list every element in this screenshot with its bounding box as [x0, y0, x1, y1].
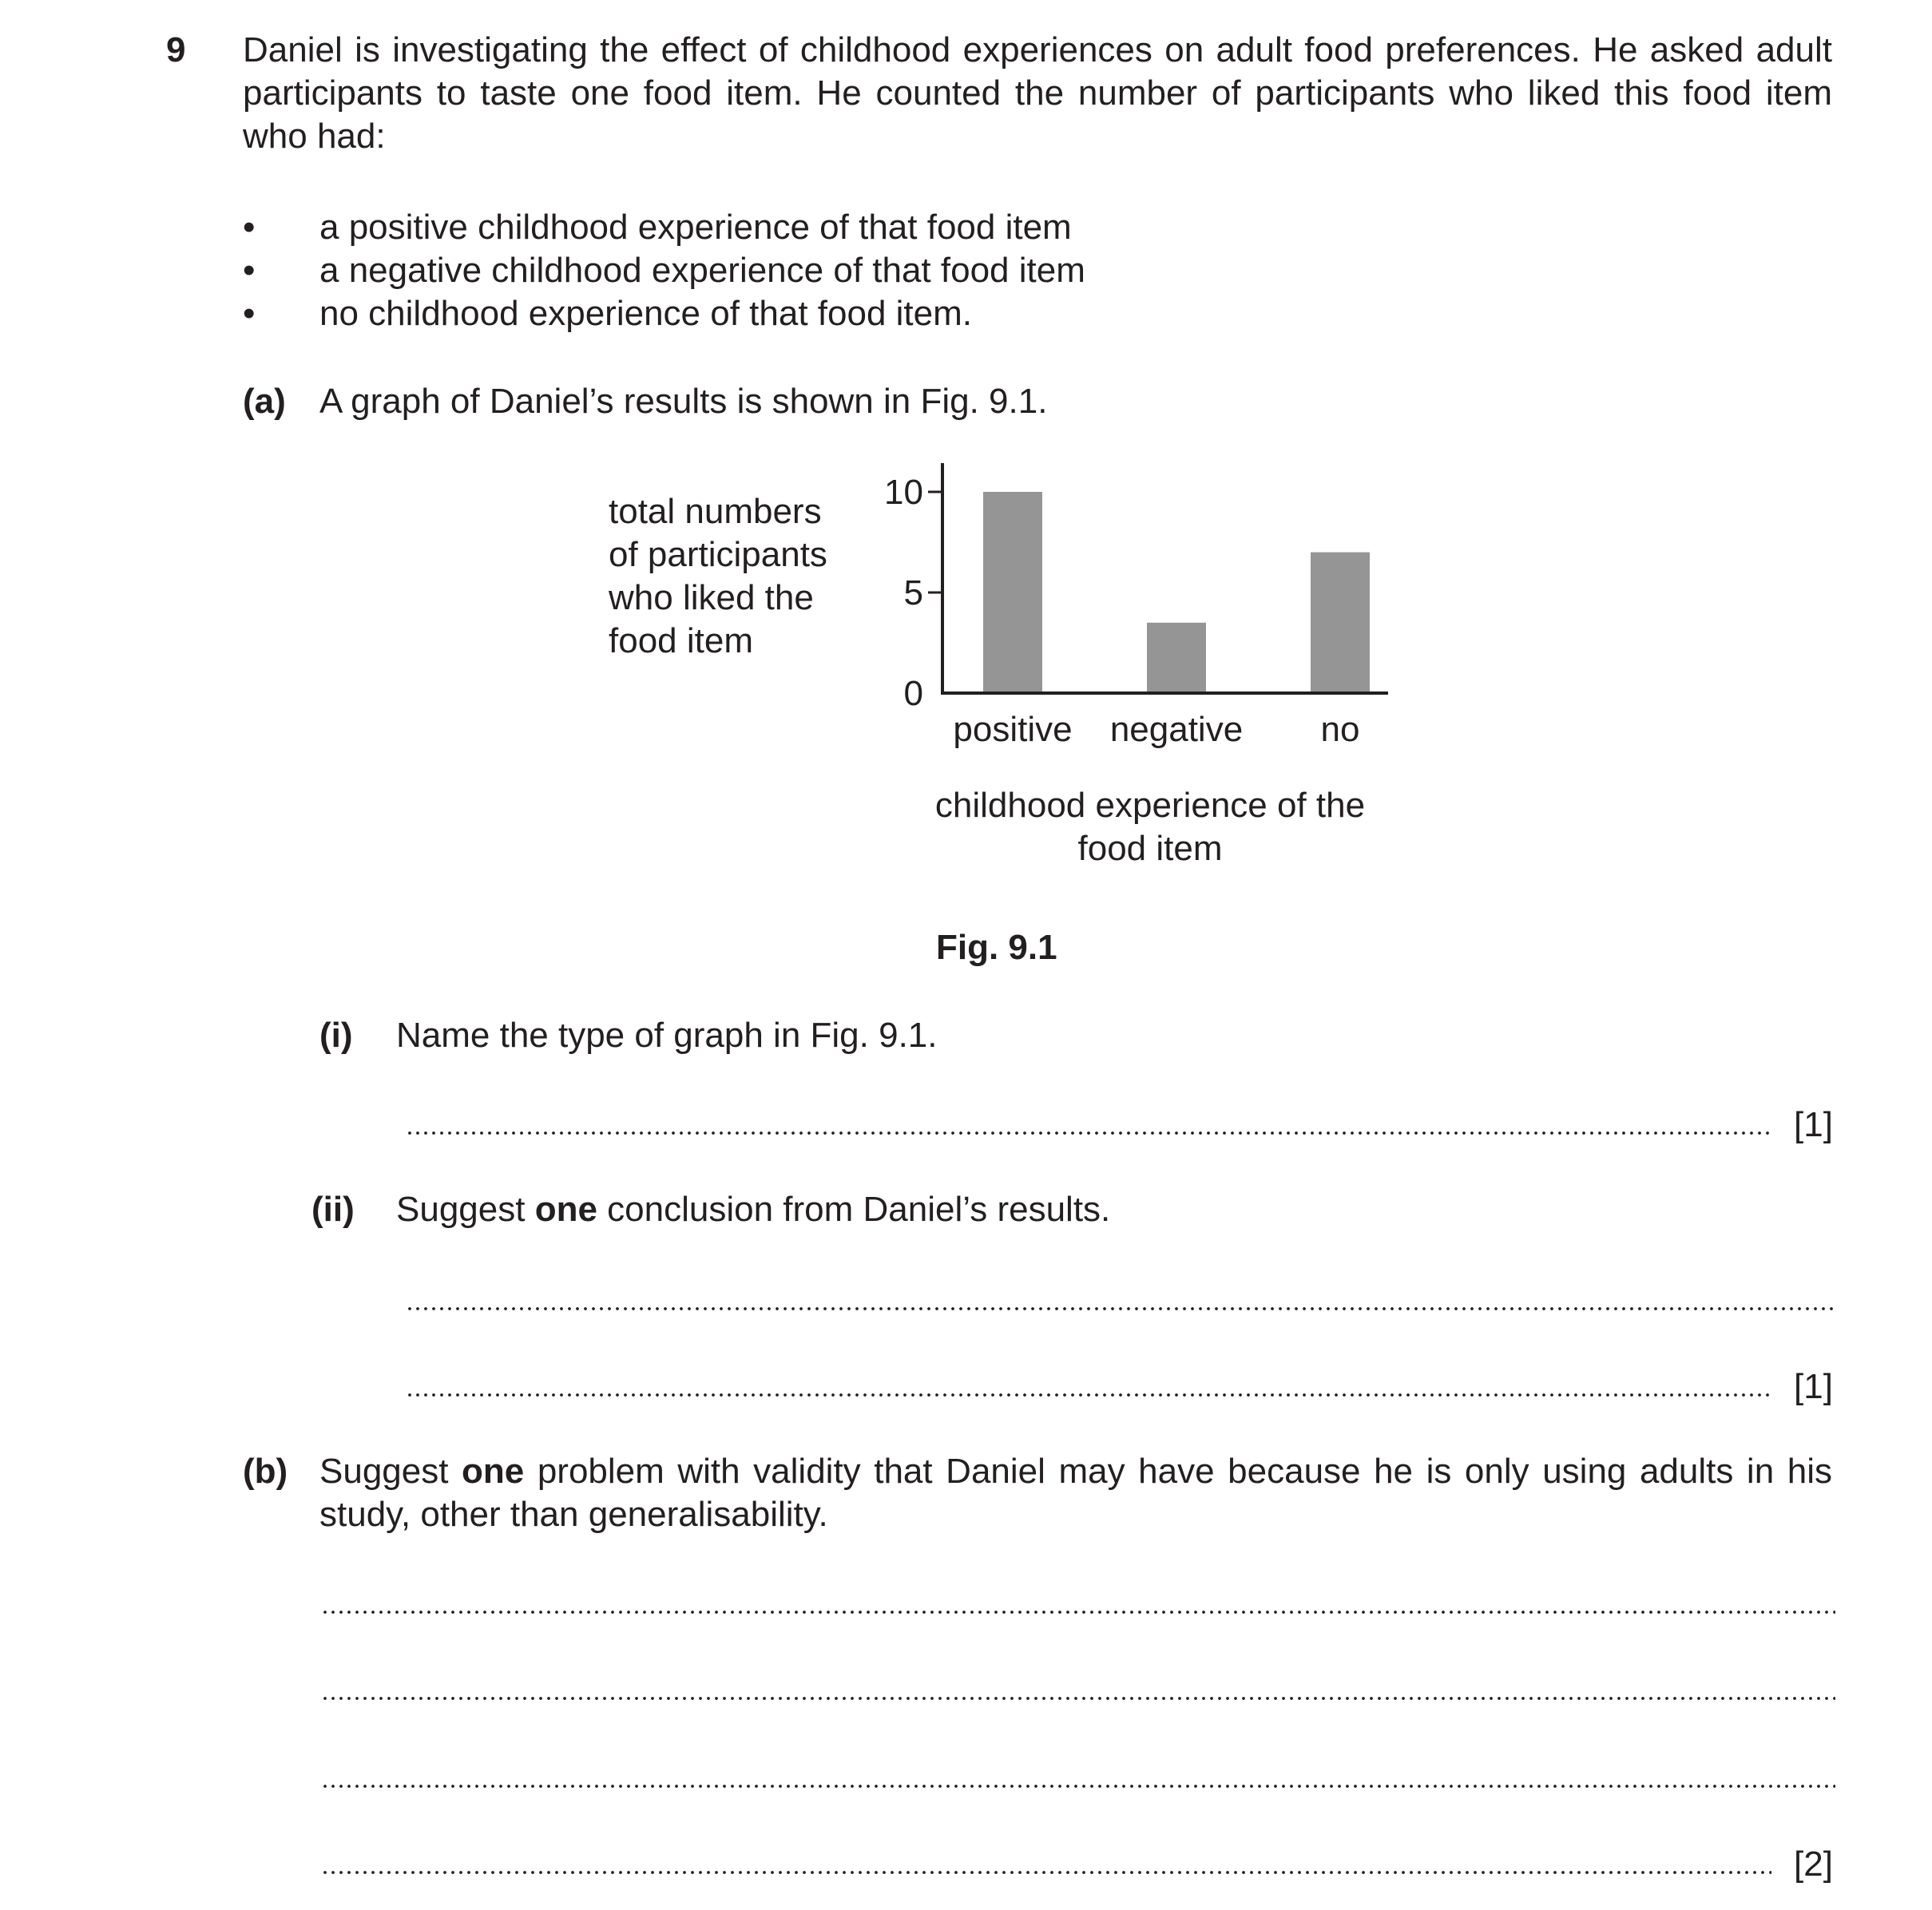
y-tick-label-10: 10	[884, 473, 923, 512]
part-a-text: A graph of Daniel’s results is shown in Fig. 9.1.	[319, 382, 1048, 421]
chart-y-axis-label: total numbers of participants who liked the food item	[609, 492, 827, 660]
answer-line[interactable]	[406, 1306, 1835, 1311]
answer-line[interactable]	[406, 1393, 1771, 1397]
bullet-text: no childhood experience of that food item.	[319, 294, 972, 333]
sub-ii-text-bold: one	[534, 1190, 597, 1229]
chart-x-axis-label: childhood experience of the food item	[934, 786, 1366, 868]
bar-chart	[0, 0, 1932, 878]
answer-line[interactable]	[321, 1696, 1835, 1701]
bullet-text: a positive childhood experience of that food item	[319, 208, 1072, 247]
marks-b: [2]	[1794, 1845, 1833, 1884]
sub-i-text: Name the type of graph in Fig. 9.1.	[396, 1016, 938, 1055]
y-tick-label-5: 5	[903, 573, 923, 612]
sub-ii-text	[396, 1188, 1110, 1231]
bar-negative	[1147, 623, 1206, 693]
part-b-text	[319, 1450, 1832, 1536]
marks-ii: [1]	[1794, 1367, 1833, 1406]
part-b-text-bold: one	[462, 1452, 525, 1491]
y-tick-label-0: 0	[903, 674, 923, 713]
sub-ii-text-before: Suggest	[396, 1190, 535, 1229]
bullet-icon: •	[243, 208, 256, 247]
bullet-icon: •	[243, 251, 256, 290]
x-tick-label-no: no	[1320, 710, 1360, 749]
x-tick-label-positive: positive	[953, 710, 1073, 749]
question-number: 9	[166, 30, 186, 69]
sub-ii-label: (ii)	[311, 1190, 355, 1229]
answer-line[interactable]	[321, 1870, 1771, 1875]
part-a-label: (a)	[243, 382, 286, 421]
sub-i-label: (i)	[319, 1016, 353, 1055]
figure-caption: Fig. 9.1	[936, 928, 1057, 967]
bar-no	[1311, 553, 1370, 693]
part-b-label: (b)	[243, 1452, 288, 1491]
answer-line[interactable]	[321, 1784, 1835, 1789]
sub-ii-text-after: conclusion from Daniel’s results.	[597, 1190, 1111, 1229]
part-b-text-after: problem with validity that Daniel may have because he is only using adults in his study, other than generalisability.	[319, 1452, 1832, 1534]
x-tick-label-negative: negative	[1109, 710, 1244, 749]
bullet-text: a negative childhood experience of that food item	[319, 251, 1085, 290]
answer-line[interactable]	[406, 1131, 1771, 1135]
marks-i: [1]	[1794, 1105, 1833, 1144]
part-b-text-before: Suggest	[319, 1452, 462, 1491]
bullet-icon: •	[243, 294, 256, 333]
bar-positive	[983, 492, 1042, 693]
answer-line[interactable]	[321, 1610, 1835, 1615]
question-intro: Daniel is investigating the effect of childhood experiences on adult food preferences. He asked adult participants to taste one food item. He counted the number of participants who liked this food item who had:	[243, 30, 1832, 156]
